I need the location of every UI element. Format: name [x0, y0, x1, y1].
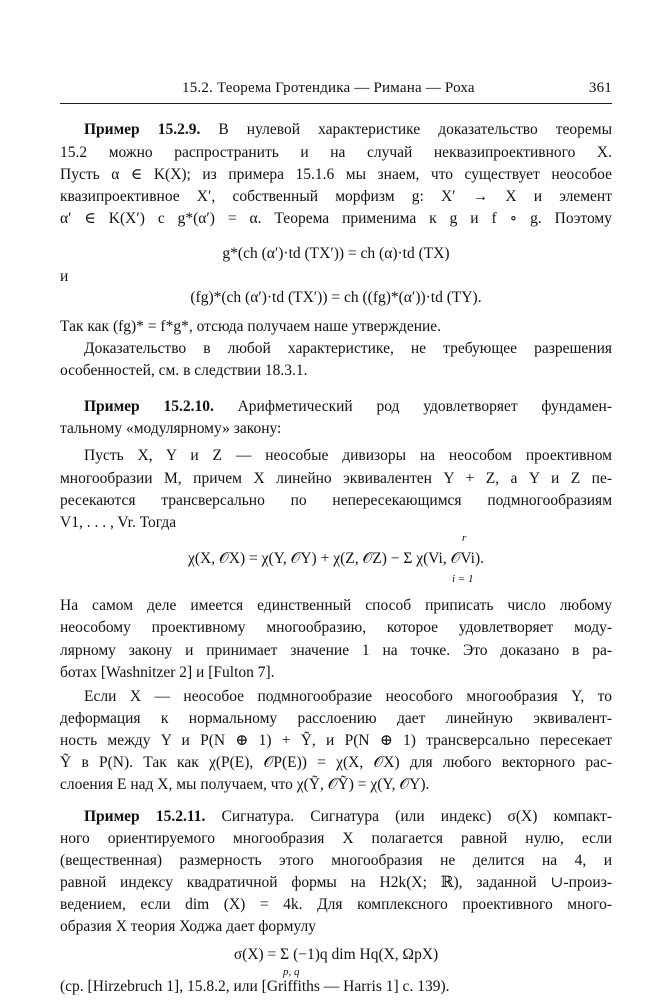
example-label: Пример 15.2.11. — [84, 808, 206, 825]
example-label: Пример 15.2.10. — [84, 398, 214, 415]
text-line: В нулевой характеристике доказательство теоремы — [200, 121, 613, 138]
text-line: (вещественная) размерность этого многообразия не делится на 4, и — [60, 852, 612, 869]
text-line: ного ориентируемого многообразия X полагается равной нулю, если — [60, 830, 612, 847]
text-line: (ср. [Hirzebruch 1], 15.8.2, или [Griffiths — Harris 1] с. 139). — [60, 978, 450, 995]
text-line: Пусть X, Y и Z — неособые дивизоры на неособом проективном — [84, 447, 612, 464]
example-15-2-11-heading — [84, 806, 612, 828]
text-line: деформация к нормальному расслоению дает линейную эквивалент- — [60, 710, 612, 727]
text-line: неособому проективному многообразию, которое удовлетворяет моду- — [60, 619, 612, 636]
text-line: Арифметический род удовлетворяет фундамен- — [213, 398, 613, 415]
text-line: Доказательство в любой характеристике, не требующее разрешения — [84, 340, 612, 357]
running-title: 15.2. Теорема Гротендика — Римана — Роха — [182, 80, 475, 96]
text-line: α′ ∈ K(X′) с g*(α′) = α. Теорема применима к g и f ∘ g. Поэтому — [60, 210, 612, 227]
sum-lower-limit: p, q — [283, 966, 300, 978]
example-label: Пример 15.2.9. — [84, 121, 201, 138]
header-rule — [60, 103, 612, 104]
text-line: 15.2 можно распространить и на случай неквазипроективного X. — [60, 144, 612, 161]
display-formula: χ(X, 𝒪X) = χ(Y, 𝒪Y) + χ(Z, 𝒪Z) − Σ χ(Vi, 𝒪Vi). — [188, 550, 484, 567]
text-line: Если X — неособое подмногообразие неособого многообразия Y, то — [84, 688, 612, 705]
text-line: ресекаются трансверсально по непересекающимся подмногообразиям — [60, 492, 612, 509]
text-line: Ỹ в P(N). Так как χ(P(E), 𝒪P(E)) = χ(X, 𝒪X) для любого векторного рас- — [60, 754, 612, 771]
display-formula: (fg)*(ch (α′)·td (TX′)) = ch ((fg)*(α′))·td (TY). — [190, 289, 482, 306]
text-line: многообразии M, причем X линейно эквивалентен Y + Z, а Y и Z пе- — [60, 470, 612, 487]
page-number: 361 — [588, 80, 612, 96]
example-15-2-10-heading — [84, 396, 612, 418]
running-header — [60, 80, 612, 100]
display-formula: g*(ch (α′)·td (TX′)) = ch (α)·td (TX) — [222, 245, 450, 262]
example-15-2-9-heading — [84, 119, 612, 141]
sum-lower-limit: i = 1 — [452, 573, 474, 585]
text-line: квазипроективное X′, собственный морфизм g: X′ → X и элемент — [60, 188, 612, 205]
sum-upper-limit: r — [462, 532, 467, 544]
text-line: тальному «модулярному» закону: — [60, 420, 282, 437]
text-line: лярному закону и принимает значение 1 на точке. Это доказано в ра- — [60, 642, 612, 659]
text-line: образия X теория Ходжа дает формулу — [60, 918, 317, 935]
text-line: и — [60, 268, 69, 285]
display-formula: σ(X) = Σ (−1)q dim Hq(X, ΩpX) — [233, 946, 439, 963]
text-line: ность между Y и P(N ⊕ 1) + Ỹ, и P(N ⊕ 1) трансверсально пересекает — [60, 732, 612, 749]
text-line: ведением, если dim (X) = 4k. Для комплексного проективного много- — [60, 896, 612, 913]
text-line: Так как (fg)* = f*g*, отсюда получаем наше утверждение. — [60, 318, 442, 335]
text-line: V1, . . . , Vr. Тогда — [60, 514, 177, 531]
text-line: слоения E над X, мы получаем, что χ(Ỹ, 𝒪Ỹ) = χ(Y, 𝒪Y). — [60, 776, 430, 793]
text-line: равной индексу квадратичной формы на H2k(X; ℝ), заданной ∪-произ- — [60, 874, 612, 891]
text-line: Пусть α ∈ K(X); из примера 15.1.6 мы знаем, что существует неособое — [60, 166, 612, 183]
text-line: ботах [Washnitzer 2] и [Fulton 7]. — [60, 664, 275, 681]
text-line: Сигнатура. Сигнатура (или индекс) σ(X) компакт- — [205, 808, 612, 825]
text-line: особенностей, см. в следствии 18.3.1. — [60, 362, 308, 379]
text-line: На самом деле имеется единственный способ приписать число любому — [60, 597, 612, 614]
